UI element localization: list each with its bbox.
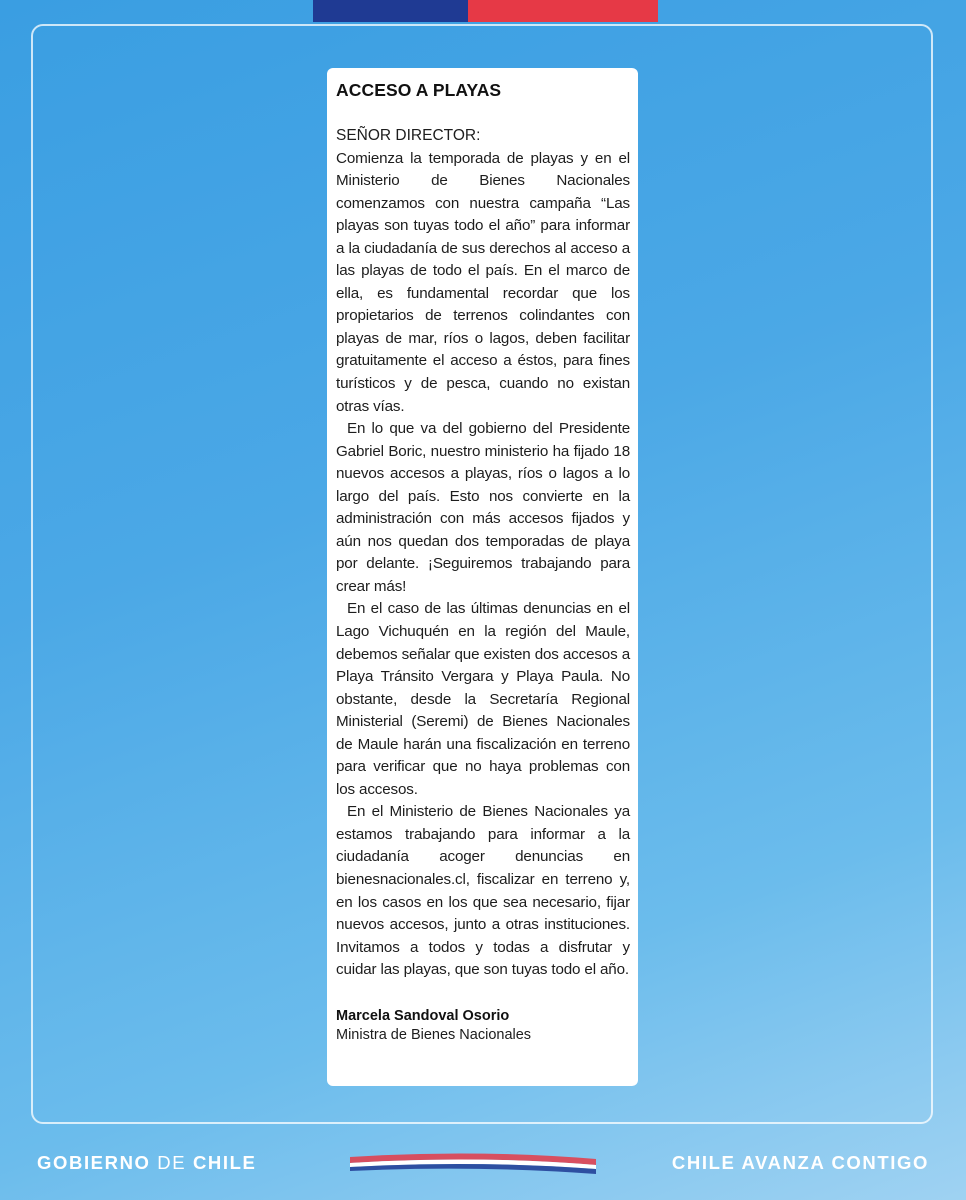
top-flag-strip bbox=[0, 0, 966, 22]
footer-left-word-3: CHILE bbox=[192, 1152, 257, 1173]
flag-red-band bbox=[468, 0, 658, 22]
signature-role: Ministra de Bienes Nacionales bbox=[336, 1026, 532, 1043]
footer-gobierno-de-chile bbox=[37, 1152, 256, 1174]
letter-clipping bbox=[327, 68, 638, 1086]
chile-flag-swoosh-icon bbox=[348, 1143, 598, 1179]
letter-paragraph-4: En el Ministerio de Bienes Nacionales ya estamos trabajando para informar a la ciudadanía acoger denuncias en bienesnacionales.cl, fiscalizar en terreno y, en los casos en los que sea necesario, fijar nuevos accesos, junto a otras instituciones. Invitamos a todos y todas a disfrutar y cuidar las playas, que son tuyas todo el año. bbox=[336, 803, 630, 979]
signature-name: Marcela Sandoval Osorio bbox=[336, 1007, 510, 1024]
letter-paragraph-2: En lo que va del gobierno del Presidente Gabriel Boric, nuestro ministerio ha fijado 18 nuevos accesos a playas, ríos o lagos a lo largo del país. Esto nos convierte en la administración con más accesos fijados y aún nos quedan dos temporadas de playa por delante. ¡Seguiremos trabajando para crear más! bbox=[336, 420, 630, 595]
footer-chile-avanza-contigo: CHILE AVANZA CONTIGO bbox=[671, 1152, 929, 1173]
letter-paragraph-1: Comienza la temporada de playas y en el Ministerio de Bienes Nacionales comenzamos con nuestra campaña “Las playas son tuyas todo el año” para informar a la ciudadanía de sus derechos al acceso a las playas de todo el país. En el marco de ella, es fundamental recordar que los propietarios de terrenos colindantes con playas de mar, ríos o lagos, deben facilitar gratuitamente el acceso a éstos, para fines turísticos y de pesca, cuando no existan otras vías. bbox=[336, 149, 630, 415]
flag-blue-band bbox=[313, 0, 468, 22]
letter-title: ACCESO A PLAYAS bbox=[336, 80, 502, 100]
letter-paragraph-3: En el caso de las últimas denuncias en el Lago Vichuquén en la región del Maule, debemos señalar que existen dos accesos a Playa Tránsito Vergara y Playa Paula. No obstante, desde la Secretaría Regional Ministerial (Seremi) de Bienes Nacionales de Maule harán una fiscalización en terreno para verificar que no haya problemas con los accesos. bbox=[336, 600, 630, 798]
footer-left-word-2: DE bbox=[157, 1152, 187, 1173]
letter-salutation: SEÑOR DIRECTOR: bbox=[336, 127, 481, 144]
footer-left-word-1: GOBIERNO bbox=[37, 1152, 151, 1173]
